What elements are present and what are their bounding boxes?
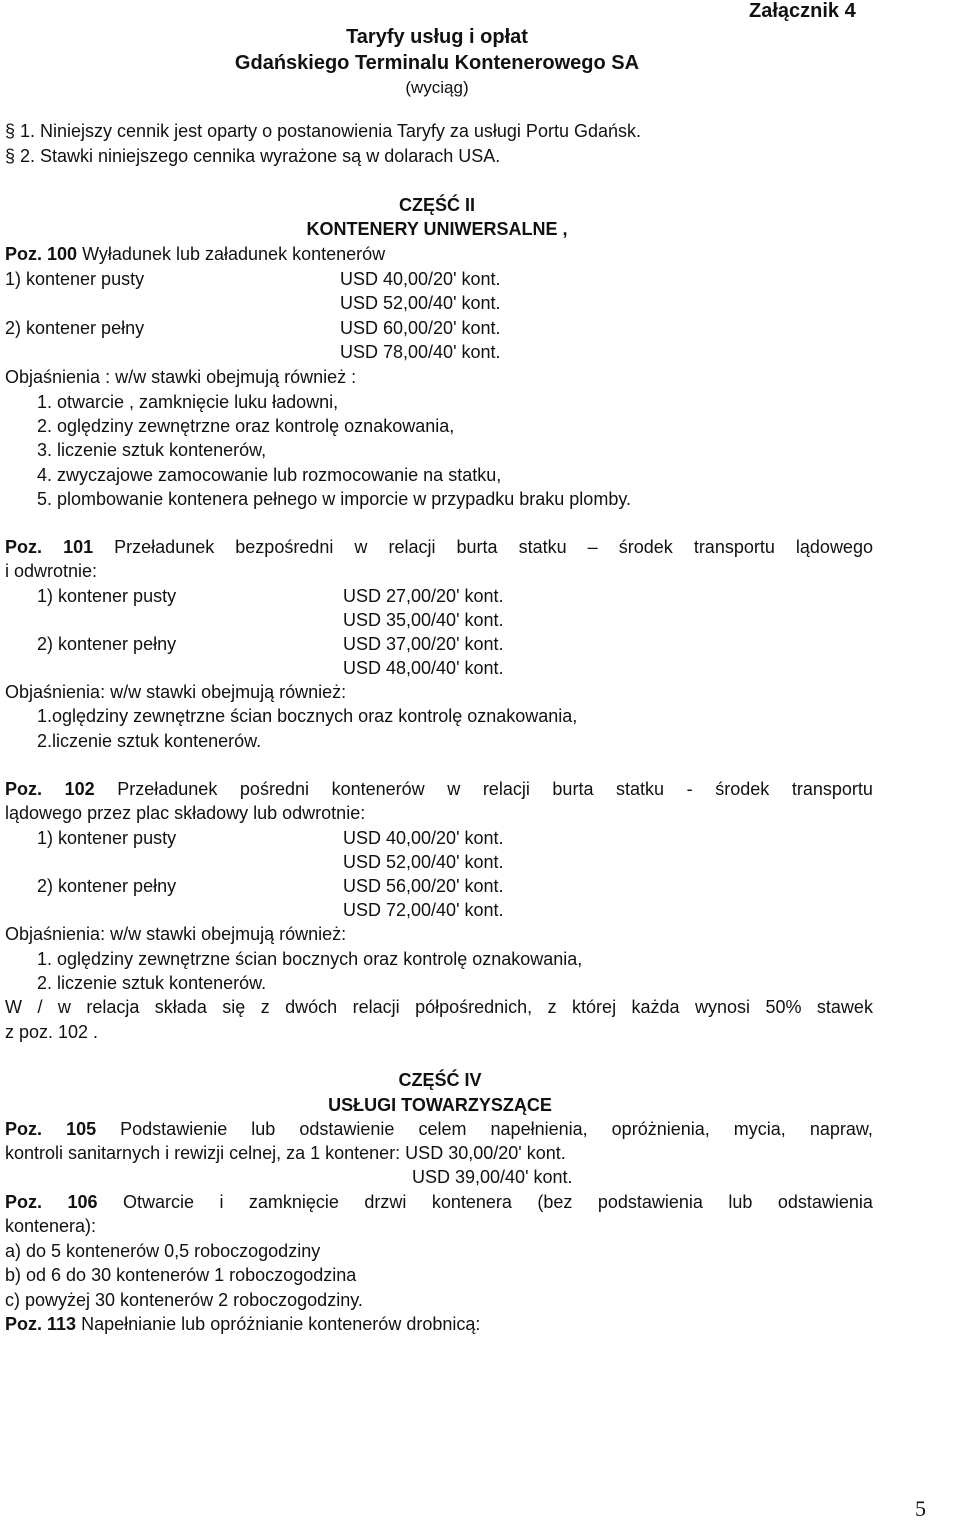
note-word: relacji bbox=[352, 997, 400, 1017]
title-word: kontenerów bbox=[331, 779, 425, 799]
list-item: 1. otwarcie , zamknięcie luku ładowni, bbox=[37, 392, 339, 412]
poz-105-line-3: USD 39,00/40' kont. bbox=[412, 1167, 573, 1187]
poz-106-line-2: kontenera): bbox=[5, 1216, 97, 1236]
title-word: transportu bbox=[791, 779, 873, 799]
note-word: z bbox=[547, 997, 557, 1017]
title-word: celem bbox=[418, 1119, 467, 1139]
note-word: w bbox=[57, 997, 71, 1017]
title-word: środek bbox=[715, 779, 770, 799]
poz-102-price-full-20: USD 56,00/20' kont. bbox=[343, 876, 504, 896]
title-word: Otwarcie bbox=[122, 1192, 194, 1212]
title-word: statku bbox=[518, 537, 567, 557]
poz-101-price-empty-20: USD 27,00/20' kont. bbox=[343, 586, 504, 606]
list-item: 4. zwyczajowe zamocowanie lub rozmocowanie na statku, bbox=[37, 465, 502, 485]
poz-102-note-cont: z poz. 102 . bbox=[5, 1022, 99, 1042]
poz-106-heading bbox=[5, 1191, 873, 1213]
poz-102-explanation: Objaśnienia: w/w stawki obejmują również: bbox=[5, 924, 347, 944]
title-word: (bez bbox=[537, 1192, 573, 1212]
title-word: burta bbox=[552, 779, 594, 799]
title-word: odstawienie bbox=[299, 1119, 395, 1139]
title-word: relacji bbox=[388, 537, 436, 557]
title-word: kontenera bbox=[431, 1192, 512, 1212]
list-item: 1.oględziny zewnętrzne ścian bocznych oraz kontrolę oznakowania, bbox=[37, 706, 578, 726]
title-word: w bbox=[354, 537, 368, 557]
part-ii-heading: CZĘŚĆ II bbox=[398, 195, 475, 215]
title-word: napraw, bbox=[809, 1119, 873, 1139]
intro-paragraph-2: § 2. Stawki niniejszego cennika wyrażone są w dolarach USA. bbox=[5, 146, 501, 166]
poz-105-heading bbox=[5, 1118, 873, 1140]
note-word: się bbox=[222, 997, 246, 1017]
title-word: pośredni bbox=[239, 779, 309, 799]
title-word: Podstawienie bbox=[120, 1119, 228, 1139]
document-title-company: Gdańskiego Terminalu Kontenerowego SA bbox=[234, 52, 640, 74]
note-word: której bbox=[572, 997, 617, 1017]
poz-label: Poz. bbox=[5, 244, 43, 264]
poz-101-heading-cont: i odwrotnie: bbox=[5, 561, 98, 581]
poz-number: 113 bbox=[47, 1314, 77, 1334]
title-word: Przeładunek bbox=[117, 779, 218, 799]
poz-102-note bbox=[5, 996, 873, 1018]
note-word: dwóch bbox=[285, 997, 338, 1017]
poz-100-heading bbox=[5, 243, 385, 265]
list-item: b) od 6 do 30 kontenerów 1 roboczogodzina bbox=[5, 1265, 357, 1285]
note-word: półpośrednich, bbox=[415, 997, 533, 1017]
title-word: Przeładunek bbox=[114, 537, 215, 557]
poz-label: Poz. bbox=[5, 1192, 43, 1212]
poz-100-price-full-20: USD 60,00/20' kont. bbox=[340, 318, 501, 338]
poz-101-row-full: 2) kontener pełny bbox=[37, 634, 177, 654]
list-item: 2.liczenie sztuk kontenerów. bbox=[37, 731, 262, 751]
poz-102-row-empty: 1) kontener pusty bbox=[37, 828, 177, 848]
poz-100-price-empty-20: USD 40,00/20' kont. bbox=[340, 269, 501, 289]
poz-title: Napełnianie lub opróżnianie kontenerów drobnicą: bbox=[81, 1314, 481, 1334]
title-word: opróżnienia, bbox=[611, 1119, 710, 1139]
note-word: składa bbox=[154, 997, 207, 1017]
poz-100-explanation: Objaśnienia : w/w stawki obejmują również : bbox=[5, 367, 357, 387]
poz-113-heading bbox=[5, 1313, 480, 1335]
title-word: lub bbox=[728, 1192, 753, 1212]
poz-number: 100 bbox=[47, 244, 78, 264]
poz-100-row-full: 2) kontener pełny bbox=[5, 318, 145, 338]
intro-paragraph-1: § 1. Niniejszy cennik jest oparty o postanowienia Taryfy za usługi Portu Gdańsk. bbox=[5, 121, 641, 141]
title-word: transportu bbox=[693, 537, 775, 557]
title-word: burta bbox=[456, 537, 498, 557]
poz-label: Poz. bbox=[5, 1119, 43, 1139]
title-word: podstawienia bbox=[597, 1192, 703, 1212]
note-word: z bbox=[260, 997, 270, 1017]
note-word: wynosi bbox=[694, 997, 751, 1017]
list-item: 3. liczenie sztuk kontenerów, bbox=[37, 440, 267, 460]
title-word: - bbox=[686, 779, 693, 799]
note-word: każda bbox=[631, 997, 680, 1017]
title-word: środek bbox=[618, 537, 673, 557]
poz-number: 102 bbox=[64, 779, 95, 799]
note-word: W bbox=[5, 997, 22, 1017]
list-item: 2. oględziny zewnętrzne oraz kontrolę oznakowania, bbox=[37, 416, 455, 436]
poz-102-heading-cont: lądowego przez plac składowy lub odwrotnie: bbox=[5, 803, 366, 823]
document-title: Taryfy usług i opłat bbox=[346, 26, 528, 48]
poz-101-price-empty-40: USD 35,00/40' kont. bbox=[343, 610, 504, 630]
title-word: relacji bbox=[482, 779, 530, 799]
list-item: c) powyżej 30 kontenerów 2 roboczogodziny. bbox=[5, 1290, 363, 1310]
part-iv-heading: CZĘŚĆ IV bbox=[398, 1070, 482, 1090]
title-word: i bbox=[219, 1192, 224, 1212]
part-iv-subheading: USŁUGI TOWARZYSZĄCE bbox=[328, 1095, 552, 1115]
poz-102-price-empty-20: USD 40,00/20' kont. bbox=[343, 828, 504, 848]
poz-number: 105 bbox=[66, 1119, 97, 1139]
title-word: – bbox=[587, 537, 598, 557]
part-ii-subheading: KONTENERY UNIWERSALNE , bbox=[306, 219, 568, 239]
note-word: stawek bbox=[816, 997, 873, 1017]
title-word: odstawienia bbox=[777, 1192, 873, 1212]
poz-100-price-empty-40: USD 52,00/40' kont. bbox=[340, 293, 501, 313]
poz-101-price-full-20: USD 37,00/20' kont. bbox=[343, 634, 504, 654]
poz-105-line-2: kontroli sanitarnych i rewizji celnej, za 1 kontener: USD 30,00/20' kont. bbox=[5, 1143, 566, 1163]
title-word: lądowego bbox=[795, 537, 873, 557]
poz-101-price-full-40: USD 48,00/40' kont. bbox=[343, 658, 504, 678]
note-word: relacja bbox=[86, 997, 140, 1017]
title-word: zamknięcie bbox=[248, 1192, 339, 1212]
title-word: lub bbox=[251, 1119, 276, 1139]
poz-101-explanation: Objaśnienia: w/w stawki obejmują również: bbox=[5, 682, 347, 702]
poz-102-price-full-40: USD 72,00/40' kont. bbox=[343, 900, 504, 920]
poz-number: 101 bbox=[63, 537, 94, 557]
poz-101-row-empty: 1) kontener pusty bbox=[37, 586, 177, 606]
list-item: 1. oględziny zewnętrzne ścian bocznych oraz kontrolę oznakowania, bbox=[37, 949, 583, 969]
title-word: bezpośredni bbox=[235, 537, 334, 557]
poz-101-heading bbox=[5, 536, 873, 558]
poz-label: Poz. bbox=[5, 779, 43, 799]
list-item: 5. plombowanie kontenera pełnego w imporcie w przypadku braku plomby. bbox=[37, 489, 631, 509]
poz-title: Wyładunek lub załadunek kontenerów bbox=[82, 244, 386, 264]
title-word: mycia, bbox=[733, 1119, 786, 1139]
title-word: drzwi bbox=[364, 1192, 407, 1212]
poz-100-price-full-40: USD 78,00/40' kont. bbox=[340, 342, 501, 362]
title-word: napełnienia, bbox=[490, 1119, 588, 1139]
title-word: w bbox=[447, 779, 461, 799]
poz-label: Poz. bbox=[5, 537, 43, 557]
document-subtitle: (wyciąg) bbox=[405, 78, 469, 97]
annex-label: Załącznik 4 bbox=[749, 0, 856, 22]
note-word: / bbox=[37, 997, 43, 1017]
poz-102-heading bbox=[5, 778, 873, 800]
poz-102-row-full: 2) kontener pełny bbox=[37, 876, 177, 896]
poz-label: Poz. bbox=[5, 1314, 43, 1334]
list-item: 2. liczenie sztuk kontenerów. bbox=[37, 973, 267, 993]
poz-102-price-empty-40: USD 52,00/40' kont. bbox=[343, 852, 504, 872]
poz-100-row-empty: 1) kontener pusty bbox=[5, 269, 145, 289]
note-word: 50% bbox=[765, 997, 802, 1017]
page-number: 5 bbox=[915, 1496, 926, 1521]
title-word: statku bbox=[616, 779, 665, 799]
poz-number: 106 bbox=[67, 1192, 98, 1212]
list-item: a) do 5 kontenerów 0,5 roboczogodziny bbox=[5, 1241, 321, 1261]
